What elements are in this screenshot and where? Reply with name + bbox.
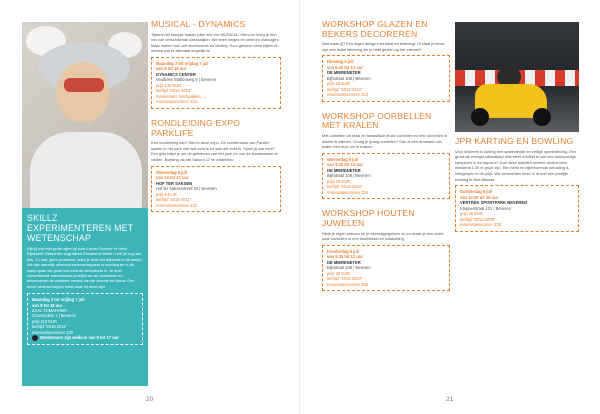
glazen-date: Dinsdag 4 juli: [327, 59, 354, 65]
houten-price: prijs 25 EUR: [327, 270, 350, 276]
skillz-date: Maandag 3 tot vrijdag 7 juli: [32, 297, 85, 303]
houten-age: leeftijd "2013-2010": [327, 276, 363, 282]
skillz-body: Kijk jij ook met grote ogen op naar Lieven Scheire of Henk Rijckaert? Misschien zegt Albert Einstein of Marie Curie je nog wel iets. Zo niet, geen probleem, want je leert het allemaal in dit kamp! We zijn namelijk allemaal wetenschappers in wording en in dit kamp gaan we gaan ook echt de laboratoria in. Je doet verschillende interessante proefjes en we ontdekken en bewonderen de wondere wereld van de chemie en fysica. Een échte wetenschapper weet waar hij moet zijn!: [27, 246, 142, 289]
skillz-venue: ZAAL TOMAHAWK: [32, 308, 68, 314]
expo-time: van 14 tot 17 uur: [156, 175, 189, 181]
musical-info-box: [151, 57, 281, 109]
glazen-venue: DE MIERENETER: [327, 70, 361, 76]
glazen-section: [322, 20, 450, 102]
expo-body: Een rondleiding kan? Niet in deze expo. De kunstenaars van Parklife spelen in het park met wat echt is en wat niet echt is. Speel jij ook mee? Een gids helpt je om de geheimen van het park en van de kunstwerken te vinden. Boeking via het Sakura 17 te ontdekken.: [151, 140, 278, 162]
glazen-reservation: reservatienummer Z23: [327, 92, 369, 98]
musical-price: prijs 130 EUR: [156, 82, 182, 88]
expo-section: [151, 119, 281, 212]
skillz-price: prijs 110 EUR: [32, 318, 57, 324]
expo-reservation: reservatienummer Z22: [156, 202, 198, 208]
glazen-time: van 9.30 tot 12 uur: [327, 64, 363, 70]
houten-body: Niets je eigen patroon en je bevestigingsklem en zo maak je een uniek paar oorbellen of een hoofdeksel en halsketting.: [322, 230, 444, 242]
karting-address: Klapperstraat 101 | Beveren: [460, 205, 511, 211]
karting-age: leeftijd "2013-2008": [460, 216, 496, 222]
musical-time: van 9 tot 16 uur: [156, 66, 187, 72]
glazen-address: Bijhstraat 108 | Beveren: [327, 75, 371, 81]
glazen-title: WORKSHOP GLAZEN EN BEKERS DECOREREN: [322, 19, 428, 39]
page-number-left: 20: [146, 396, 154, 403]
oorbellen-section: [322, 112, 450, 199]
karting-venue: VERTREK SPORTPARK BEVEREN: [460, 200, 528, 206]
musical-age: leeftijd "2014-2012": [156, 88, 192, 94]
oorbellen-price: prijs 25 EUR: [327, 178, 350, 184]
houten-date: Donderdag 6 juli: [327, 248, 360, 254]
oorbellen-time: van 9.30 tot 12 uur: [327, 162, 363, 168]
houten-title: WORKSHOP HOUTEN JUWELEN: [322, 208, 415, 228]
karting-reservation: reservatienummer Z26: [460, 222, 502, 228]
skillz-section: [22, 208, 148, 386]
expo-age: leeftijd "2014-2011": [156, 197, 192, 203]
oorbellen-body: Met oorbellen uit kraal en fantastisch leuke oorbellen en leer oorbellen in allerlei te stileren. Draag je graag oorbellen? Dan is een armband van kralen een leuk om te maken.: [322, 133, 448, 150]
oorbellen-title: WORKSHOP OORBELLEN MET KRALEN: [322, 110, 432, 131]
expo-title: RONDLEIDING EXPO PARKLIFE: [151, 117, 241, 138]
musical-title: MUSICAL - DYNAMICS: [151, 19, 246, 29]
houten-section: [322, 209, 450, 291]
karting-price: prijs 35 EUR: [460, 211, 483, 217]
glazen-body: Wat maak jij? Een eigen design met tekst en tekening! Of staat je liever van een leuke tekening die je hebt gezien op het internet?: [322, 41, 445, 52]
wheelchair-icon: [32, 335, 38, 341]
karting-photo: [455, 22, 579, 132]
skillz-wheelchair-text: Deelnemers zijn welkom van 8 tot 17 uur: [40, 335, 119, 341]
houten-address: Bijhstraat 108 | Beveren: [327, 265, 371, 271]
skillz-reservation: reservatienummer Z20: [32, 329, 74, 335]
left-text-column: [151, 20, 281, 222]
expo-venue: HOF TER SAKSEN: [156, 180, 193, 186]
houten-time: van 9.30 tot 12 uur: [327, 254, 363, 260]
skillz-time: van 9 tot 16 uur: [32, 302, 63, 308]
karting-info-box: [455, 185, 579, 232]
musical-reservation: reservatienummer Z21: [156, 99, 198, 105]
oorbellen-age: leeftijd "2013-2010": [327, 184, 363, 190]
houten-venue: DE MIERENETER: [327, 259, 361, 265]
expo-price: prijs 5 EUR: [156, 191, 177, 197]
expo-info-box: [151, 166, 281, 213]
skillz-wheelchair-note: [32, 335, 138, 341]
musical-venue: DYNAMICS CENTER: [156, 71, 196, 77]
musical-extra: meenemen: lunchpakket, ...: [156, 93, 207, 99]
karting-body: Voor kinderen is karting een opwindende en veilige sportbeleving. Een gezonde energie-uitlaatklep! Wie weet ontdekt er wel een toekomstige kampioen in uw kapoen? Voor deze activiteit moeten deelnemers minstens 1,30 m groot zijn. Een helm en bijbehorende uitrusting is inbegrepen in de prijs. We verwachten deze nl af met een partijtje bowling te Sint-Niklaas.: [455, 148, 577, 182]
expo-date: Woensdag 5 juli: [156, 169, 188, 175]
oorbellen-info-box: [322, 153, 450, 200]
oorbellen-date: Woensdag 5 juli: [327, 156, 359, 162]
karting-date: Donderdag 6 juli: [460, 189, 493, 195]
karting-section: [455, 137, 579, 242]
scientist-kid-photo: [22, 22, 148, 208]
musical-address: Veulbeke Stationweg 8 | Beveren: [156, 77, 217, 83]
skillz-info-box: [27, 293, 143, 345]
skillz-title: SKILLZ EXPERIMENTEREN MET WETENSCHAP: [27, 213, 134, 243]
oorbellen-reservation: reservatienummer Z24: [327, 189, 369, 195]
right-text-column: [322, 20, 450, 301]
oorbellen-venue: DE MIERENETER: [327, 167, 361, 173]
houten-reservation: reservatienummer Z25: [327, 281, 369, 287]
musical-date: Maandag 3 tot vrijdag 7 juli: [156, 60, 209, 66]
page-number-right: 21: [446, 396, 454, 403]
musical-section: [151, 20, 281, 109]
oorbellen-address: Bijhstraat 108 | Beveren: [327, 173, 371, 179]
glazen-age: leeftijd "2013-2010": [327, 86, 363, 92]
expo-address: Hof ter Saksendreef 34 | Beveren: [156, 186, 217, 192]
glazen-price: prijs 25 EUR: [327, 81, 350, 87]
karting-title: JPR KARTING EN BOWLING: [455, 136, 574, 146]
skillz-address: Gravenplein 1 | Beveren: [32, 313, 77, 319]
musical-body: Tijdens het kampje maken jullie zelf een MUSICAL! Hiervoor leerg je een mix van verschillende danssstijlen. We leren liedjes en oefenen dialoogjes. Maar maken ook zelf accessoires en kleding. Kom gewoon eens kijken en ontdek wat er allemaal mogelijk is!: [151, 31, 280, 54]
houten-info-box: [322, 245, 450, 292]
glazen-info-box: [322, 55, 450, 102]
right-page: [300, 0, 600, 414]
skillz-age: leeftijd "2015-2011": [32, 324, 68, 330]
karting-time: van 12.30 tot 16 uur: [460, 194, 499, 200]
